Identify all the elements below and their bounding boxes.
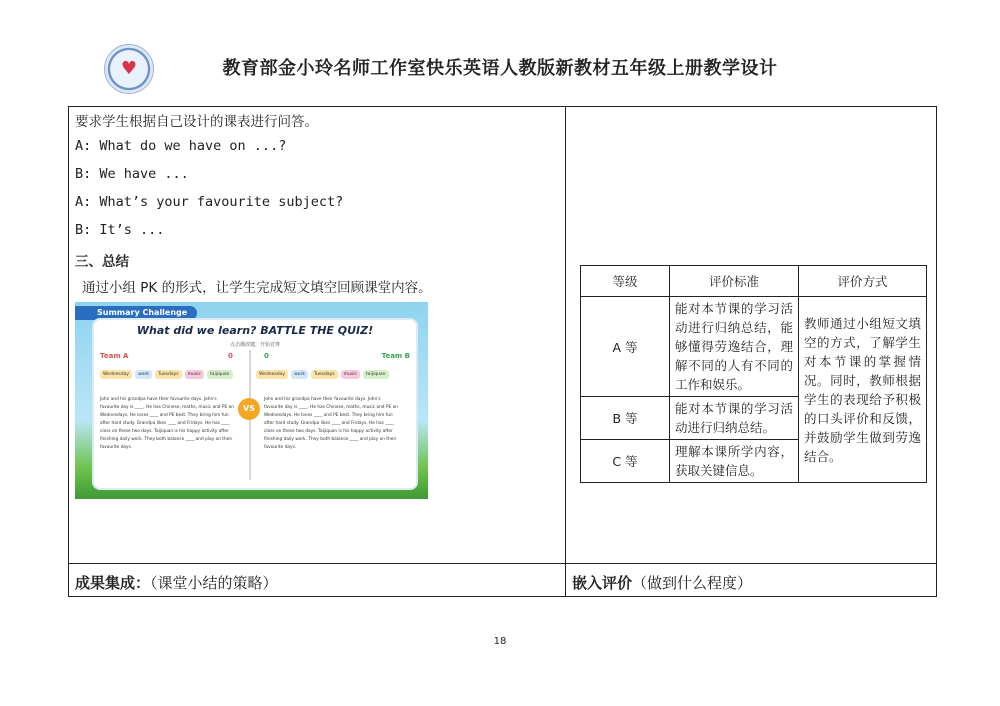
quiz-subtitle: 点击播放键，开始竞赛	[229, 342, 280, 348]
team-b-score: 0	[264, 352, 269, 360]
dialogue-line: A: What’s your favourite subject?	[75, 194, 344, 210]
evaluation-row-a	[581, 297, 927, 397]
standard-cell: 理解本课所学内容，获取关键信息。	[670, 440, 799, 483]
page-number: 18	[493, 636, 507, 647]
word-chip[interactable]: music	[341, 370, 360, 379]
outcome-label	[75, 572, 278, 593]
quiz-board	[94, 320, 416, 488]
evaluation-header-row	[581, 266, 927, 297]
dialogue-line: A: What do we have on ...?	[75, 138, 287, 154]
section-heading: 三、总结	[75, 254, 129, 270]
word-chip[interactable]: Wednesday	[100, 370, 132, 379]
team-a-label: Team A	[100, 352, 129, 360]
level-cell: B 等	[581, 397, 670, 440]
word-chip[interactable]: taijiquan	[207, 370, 233, 379]
assessment-label	[572, 572, 752, 593]
standard-cell: 能对本节课的学习活动进行归纳总结，能够懂得劳逸结合，理解不同的人有不同的工作和娱乐。	[670, 297, 799, 397]
word-chips-b	[256, 370, 389, 379]
header-level: 等级	[581, 266, 670, 297]
outcome-label-note: （课堂小结的策略）	[150, 574, 278, 592]
quiz-title: What did we learn? BATTLE THE QUIZ!	[136, 324, 374, 337]
evaluation-table	[580, 265, 927, 483]
instruction-text: 要求学生根据自己设计的课表进行问答。	[75, 114, 318, 130]
quiz-slide-image	[75, 302, 428, 499]
column-divider	[565, 106, 566, 597]
word-chip[interactable]: Tuesdays	[155, 370, 182, 379]
header-standard: 评价标准	[670, 266, 799, 297]
header-method: 评价方式	[799, 266, 927, 297]
assessment-label-bold: 嵌入评价	[572, 574, 633, 592]
outcome-label-bold: 成果集成：	[75, 574, 151, 592]
summary-text: 通过小组 PK 的形式，让学生完成短文填空回顾课堂内容。	[82, 280, 432, 296]
word-chip[interactable]: Wednesday	[256, 370, 288, 379]
dialogue-line: B: We have ...	[75, 166, 189, 182]
team-a-score: 0	[228, 352, 233, 360]
team-b-label: Team B	[381, 352, 410, 360]
standard-cell: 能对本节课的学习活动进行归纳总结。	[670, 397, 799, 440]
word-chips-a	[100, 370, 233, 379]
dialogue-line: B: It’s ...	[75, 222, 165, 238]
word-chip[interactable]: work	[291, 370, 308, 379]
vs-badge: VS	[238, 398, 260, 420]
level-cell: C 等	[581, 440, 670, 483]
studio-logo-icon: ♥	[104, 44, 154, 94]
word-chip[interactable]: work	[135, 370, 152, 379]
cloze-paragraph-a: John and his grandpa have their favourite days. John's favourite day is ____. He has Chinese, maths, music and PE on Wednesdays. He loves ____ and PE best. They bring him fun after hard study. Grandpa likes ____ and Fridays. He has ____ class on these two days. Taijiquan is his happy activity after finishing daily work. They both balance ____ and play on their favourite days.	[100, 397, 234, 450]
word-chip[interactable]: Tuesdays	[311, 370, 338, 379]
slide-tab: Summary Challenge	[75, 306, 197, 320]
level-cell: A 等	[581, 297, 670, 397]
assessment-label-note: （做到什么程度）	[632, 574, 753, 592]
word-chip[interactable]: music	[185, 370, 204, 379]
cloze-paragraph-b: John and his grandpa have their favourite days. John's favourite day is ____. He has Chinese, maths, music and PE on Wednesdays. He loves ____ and PE best. They bring him fun after hard study. Grandpa likes ____ and Fridays. He has ____ class on these two days. Taijiquan is his happy activity after finishing daily work. They both balance ____ and play on their favourite days.	[264, 397, 398, 450]
page-title: 教育部金小玲名师工作室快乐英语人教版新教材五年级上册教学设计	[222, 58, 778, 79]
word-chip[interactable]: taijiquan	[363, 370, 389, 379]
page-header	[0, 38, 1000, 98]
row-divider	[68, 563, 937, 564]
method-cell: 教师通过小组短文填空的方式，了解学生对本节课的掌握情况。同时，教师根据学生的表现给予积极的口头评价和反馈，并鼓励学生做到劳逸结合。	[799, 297, 927, 483]
